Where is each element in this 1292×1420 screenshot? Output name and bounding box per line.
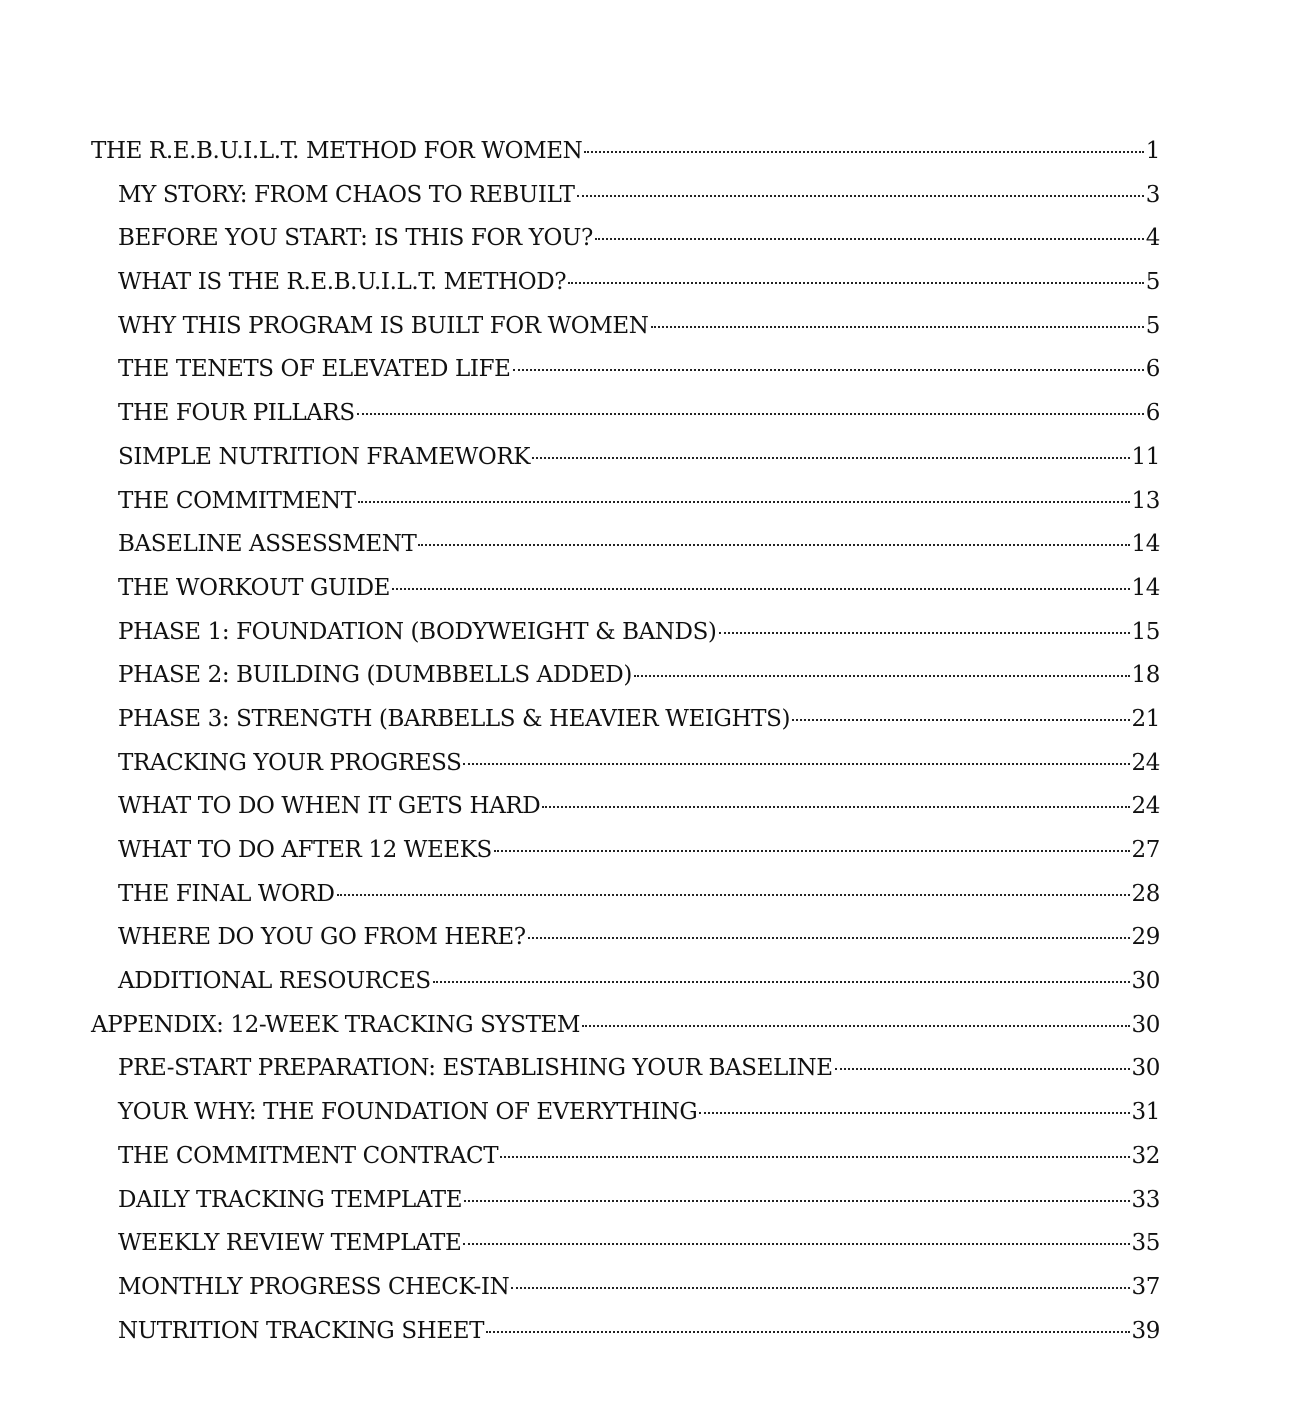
toc-entry-page-number: 30 bbox=[1131, 1011, 1160, 1038]
toc-entry-title: ADDITIONAL RESOURCES bbox=[118, 968, 431, 995]
toc-entry-title: APPENDIX: 12-WEEK TRACKING SYSTEM bbox=[91, 1011, 581, 1038]
toc-section-entry[interactable] bbox=[91, 1091, 1160, 1135]
toc-section-entry[interactable] bbox=[91, 785, 1160, 829]
toc-dot-leader bbox=[463, 763, 1129, 765]
toc-dot-leader bbox=[568, 282, 1144, 284]
toc-dot-leader bbox=[418, 544, 1129, 546]
toc-entry-title: MY STORY: FROM CHAOS TO REBUILT bbox=[118, 181, 575, 208]
toc-entry-page-number: 24 bbox=[1131, 793, 1160, 820]
toc-section-entry[interactable] bbox=[91, 1047, 1160, 1091]
toc-entry-title: THE FOUR PILLARS bbox=[118, 400, 355, 427]
toc-section-entry[interactable] bbox=[91, 873, 1160, 917]
toc-entry-page-number: 24 bbox=[1131, 749, 1160, 776]
toc-dot-leader bbox=[464, 1200, 1129, 1202]
toc-entry-title: THE TENETS OF ELEVATED LIFE bbox=[118, 356, 511, 383]
toc-entry-title: BASELINE ASSESSMENT bbox=[118, 531, 417, 558]
toc-section-entry[interactable] bbox=[91, 1310, 1160, 1354]
toc-entry-page-number: 21 bbox=[1131, 705, 1160, 732]
toc-entry-page-number: 31 bbox=[1131, 1099, 1160, 1126]
toc-section-entry[interactable] bbox=[91, 567, 1160, 611]
toc-dot-leader bbox=[500, 1156, 1129, 1158]
toc-entry-title: TRACKING YOUR PROGRESS bbox=[118, 749, 462, 776]
toc-dot-leader bbox=[582, 1025, 1129, 1027]
toc-section-entry[interactable] bbox=[91, 1135, 1160, 1179]
toc-entry-page-number: 15 bbox=[1131, 618, 1160, 645]
toc-entry-page-number: 28 bbox=[1131, 880, 1160, 907]
toc-entry-title: PHASE 2: BUILDING (DUMBBELLS ADDED) bbox=[118, 662, 632, 689]
toc-entry-page-number: 11 bbox=[1131, 443, 1160, 470]
toc-entry-title: YOUR WHY: THE FOUNDATION OF EVERYTHING bbox=[118, 1099, 698, 1126]
toc-dot-leader bbox=[542, 806, 1129, 808]
toc-dot-leader bbox=[358, 501, 1130, 503]
toc-entry-title: PHASE 1: FOUNDATION (BODYWEIGHT & BANDS) bbox=[118, 618, 717, 645]
toc-dot-leader bbox=[577, 195, 1144, 197]
toc-entry-page-number: 29 bbox=[1131, 924, 1160, 951]
toc-entry-page-number: 35 bbox=[1131, 1230, 1160, 1257]
toc-entry-title: THE COMMITMENT bbox=[118, 487, 356, 514]
toc-entry-page-number: 39 bbox=[1131, 1317, 1160, 1344]
toc-dot-leader bbox=[532, 457, 1129, 459]
toc-entry-page-number: 6 bbox=[1145, 400, 1160, 427]
toc-section-entry[interactable] bbox=[91, 960, 1160, 1004]
toc-entry-title: THE COMMITMENT CONTRACT bbox=[118, 1142, 499, 1169]
toc-chapter-entry[interactable] bbox=[91, 130, 1160, 174]
toc-chapter-entry[interactable] bbox=[91, 1004, 1160, 1048]
toc-dot-leader bbox=[494, 850, 1130, 852]
toc-dot-leader bbox=[634, 675, 1130, 677]
table-of-contents bbox=[91, 130, 1160, 1353]
toc-entry-title: THE WORKOUT GUIDE bbox=[118, 574, 391, 601]
toc-entry-title: THE R.E.B.U.I.L.T. METHOD FOR WOMEN bbox=[91, 138, 583, 164]
toc-dot-leader bbox=[651, 326, 1144, 328]
toc-entry-title: WEEKLY REVIEW TEMPLATE bbox=[118, 1230, 462, 1257]
toc-entry-title: WHERE DO YOU GO FROM HERE? bbox=[118, 924, 526, 951]
toc-entry-page-number: 5 bbox=[1145, 312, 1160, 339]
toc-section-entry[interactable] bbox=[91, 829, 1160, 873]
toc-section-entry[interactable] bbox=[91, 392, 1160, 436]
toc-entry-page-number: 1 bbox=[1145, 138, 1160, 164]
toc-entry-title: THE FINAL WORD bbox=[118, 880, 335, 907]
toc-dot-leader bbox=[513, 369, 1144, 371]
toc-section-entry[interactable] bbox=[91, 611, 1160, 655]
toc-dot-leader bbox=[719, 632, 1130, 634]
toc-dot-leader bbox=[486, 1331, 1129, 1333]
toc-entry-page-number: 6 bbox=[1145, 356, 1160, 383]
toc-section-entry[interactable] bbox=[91, 916, 1160, 960]
toc-entry-title: SIMPLE NUTRITION FRAMEWORK bbox=[118, 443, 531, 470]
toc-entry-page-number: 14 bbox=[1131, 531, 1160, 558]
toc-section-entry[interactable] bbox=[91, 436, 1160, 480]
toc-entry-page-number: 13 bbox=[1131, 487, 1160, 514]
toc-section-entry[interactable] bbox=[91, 174, 1160, 218]
toc-entry-page-number: 5 bbox=[1145, 269, 1160, 296]
toc-entry-title: NUTRITION TRACKING SHEET bbox=[118, 1317, 485, 1344]
toc-entry-title: PRE-START PREPARATION: ESTABLISHING YOUR BASELINE bbox=[118, 1055, 833, 1082]
toc-section-entry[interactable] bbox=[91, 742, 1160, 786]
toc-entry-page-number: 4 bbox=[1145, 225, 1160, 252]
toc-dot-leader bbox=[463, 1243, 1129, 1245]
toc-entry-page-number: 18 bbox=[1131, 662, 1160, 689]
toc-entry-title: MONTHLY PROGRESS CHECK-IN bbox=[118, 1273, 510, 1300]
toc-section-entry[interactable] bbox=[91, 698, 1160, 742]
toc-section-entry[interactable] bbox=[91, 654, 1160, 698]
toc-entry-title: PHASE 3: STRENGTH (BARBELLS & HEAVIER WEIGHTS) bbox=[118, 705, 791, 732]
toc-entry-page-number: 32 bbox=[1131, 1142, 1160, 1169]
toc-entry-title: WHAT TO DO WHEN IT GETS HARD bbox=[118, 793, 541, 820]
toc-entry-title: BEFORE YOU START: IS THIS FOR YOU? bbox=[118, 225, 593, 252]
toc-entry-page-number: 14 bbox=[1131, 574, 1160, 601]
toc-dot-leader bbox=[595, 238, 1144, 240]
toc-dot-leader bbox=[584, 151, 1143, 153]
toc-section-entry[interactable] bbox=[91, 305, 1160, 349]
toc-entry-title: WHY THIS PROGRAM IS BUILT FOR WOMEN bbox=[118, 312, 649, 339]
toc-dot-leader bbox=[337, 894, 1130, 896]
toc-dot-leader bbox=[528, 937, 1130, 939]
toc-dot-leader bbox=[392, 588, 1129, 590]
toc-entry-page-number: 27 bbox=[1131, 837, 1160, 863]
toc-dot-leader bbox=[699, 1112, 1129, 1114]
toc-dot-leader bbox=[835, 1068, 1130, 1070]
toc-section-entry[interactable] bbox=[91, 261, 1160, 305]
toc-section-entry[interactable] bbox=[91, 523, 1160, 567]
toc-entry-page-number: 37 bbox=[1131, 1273, 1160, 1300]
toc-entry-title: WHAT TO DO AFTER 12 WEEKS bbox=[118, 837, 492, 863]
toc-section-entry[interactable] bbox=[91, 480, 1160, 524]
toc-section-entry[interactable] bbox=[91, 217, 1160, 261]
toc-entry-title: DAILY TRACKING TEMPLATE bbox=[118, 1186, 463, 1213]
toc-entry-page-number: 3 bbox=[1145, 181, 1160, 208]
toc-entry-page-number: 30 bbox=[1131, 1055, 1160, 1082]
toc-entry-page-number: 33 bbox=[1131, 1186, 1160, 1213]
toc-section-entry[interactable] bbox=[91, 348, 1160, 392]
toc-entry-title: WHAT IS THE R.E.B.U.I.L.T. METHOD? bbox=[118, 269, 567, 296]
toc-dot-leader bbox=[433, 981, 1130, 983]
toc-section-entry[interactable] bbox=[91, 1179, 1160, 1223]
toc-dot-leader bbox=[792, 719, 1129, 721]
toc-section-entry[interactable] bbox=[91, 1266, 1160, 1310]
toc-section-entry[interactable] bbox=[91, 1222, 1160, 1266]
toc-dot-leader bbox=[511, 1287, 1129, 1289]
toc-entry-page-number: 30 bbox=[1131, 968, 1160, 995]
toc-dot-leader bbox=[357, 413, 1144, 415]
